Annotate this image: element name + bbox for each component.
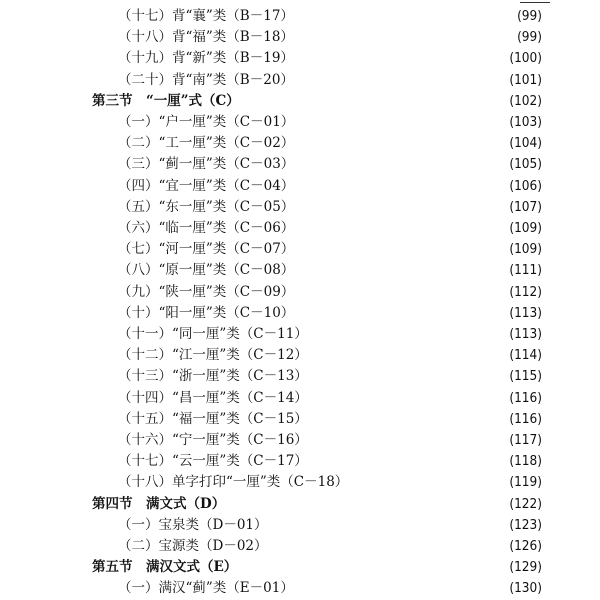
- toc-entry: [0, 366, 600, 387]
- dot-leader: [300, 176, 476, 197]
- dot-leader: [300, 218, 476, 239]
- toc-page-number: (112): [509, 283, 542, 300]
- toc-page-number: (117): [509, 432, 542, 448]
- toc-section-heading: [0, 91, 600, 112]
- toc-page-number: (115): [509, 368, 542, 385]
- dot-leader: [274, 515, 476, 536]
- toc-entry-title: （十五）“福一厘”类（C－15）: [118, 410, 308, 427]
- dot-leader: [314, 388, 476, 409]
- toc-entry: [0, 388, 600, 409]
- dot-leader: [300, 282, 476, 303]
- toc-entry-title: （十八）单字打印“一厘”类（C－18）: [118, 474, 349, 491]
- toc-page-number: (130): [509, 580, 542, 597]
- toc-entry-title: （一）“户一厘”类（C－01）: [118, 114, 295, 130]
- toc-page-number: (99): [517, 29, 542, 46]
- toc-page-number: (106): [509, 177, 542, 194]
- dot-leader: [241, 557, 476, 578]
- toc-page-number: (113): [509, 304, 542, 321]
- dot-leader: [314, 366, 476, 387]
- toc-section-heading: [0, 557, 600, 578]
- toc-entry-title: （八）“原一厘”类（C－08）: [118, 262, 295, 279]
- toc-entry: [0, 324, 600, 345]
- dot-leader: [314, 324, 476, 345]
- toc-entry: [0, 260, 600, 281]
- toc-entry-title: （五）“东一厘”类（C－05）: [118, 198, 295, 215]
- toc-page-number: (116): [509, 410, 542, 427]
- toc-entry-title: 第五节 满汉文式（E）: [92, 559, 238, 576]
- dot-leader: [300, 578, 476, 599]
- toc-entry-title: （二）宝源类（D－02）: [118, 538, 268, 554]
- toc-entry-title: （十三）“浙一厘”类（C－13）: [118, 368, 308, 385]
- toc-entry-title: （七）“河一厘”类（C－07）: [118, 241, 295, 258]
- toc-entry: [0, 70, 600, 91]
- dot-leader: [300, 27, 476, 48]
- toc-page-number: (103): [509, 114, 542, 130]
- dot-leader: [314, 451, 476, 472]
- toc-entry: [0, 515, 600, 536]
- toc-entry: [0, 472, 600, 493]
- toc-entry-title: （十七）“云一厘”类（C－17）: [118, 453, 308, 470]
- toc-entry: [0, 154, 600, 175]
- toc-entry: [0, 239, 600, 260]
- toc-entry-title: 第四节 满文式（D）: [92, 495, 226, 512]
- toc-section-heading: [0, 494, 600, 515]
- toc-page-number: (123): [509, 516, 542, 533]
- toc-entry: [0, 218, 600, 239]
- dot-leader: [300, 133, 476, 154]
- toc-entry: [0, 6, 600, 27]
- toc-page-number: (114): [509, 347, 542, 364]
- dot-leader: [244, 91, 476, 112]
- toc-page-number: (107): [509, 198, 542, 215]
- toc-page-number: (100): [509, 50, 542, 67]
- toc-page-number: (126): [509, 538, 542, 554]
- dot-leader: [274, 536, 476, 557]
- toc-page-number: (118): [509, 453, 542, 470]
- toc-entry-title: （十）“阳一厘”类（C－10）: [118, 304, 295, 321]
- toc-entry-title: （十二）“江一厘”类（C－12）: [118, 347, 308, 364]
- toc-entry-title: （十四）“昌一厘”类（C－14）: [118, 389, 308, 406]
- toc-page-number: (113): [509, 326, 542, 342]
- toc-entry-title: （十九）背“新”类（B－19）: [118, 50, 294, 67]
- toc-page-number: (101): [509, 71, 542, 88]
- toc-page-number: (109): [509, 220, 542, 236]
- toc-entry-title: （十六）“宁一厘”类（C－16）: [118, 432, 308, 448]
- dot-leader: [300, 154, 476, 175]
- toc-entry: [0, 345, 600, 366]
- toc-entry: [0, 536, 600, 557]
- toc-entry: [0, 176, 600, 197]
- toc-entry: [0, 112, 600, 133]
- toc-page-number: (119): [509, 474, 542, 491]
- dot-leader: [300, 48, 476, 69]
- toc-page-number: (111): [509, 262, 542, 279]
- toc-page-number: (129): [509, 559, 542, 576]
- toc-page-number: (99): [517, 8, 542, 24]
- dot-leader: [300, 197, 476, 218]
- toc-entry-title: （十八）背“福”类（B－18）: [118, 29, 294, 46]
- toc-entry: [0, 303, 600, 324]
- toc-page-number: (116): [509, 389, 542, 406]
- toc-entry-title: 第三节 “一厘”式（C）: [92, 92, 240, 109]
- toc-entry-title: （一）满汉“蓟”类（E－01）: [118, 580, 294, 597]
- toc-entry: [0, 282, 600, 303]
- toc-entry: [0, 578, 600, 599]
- toc-entry: [0, 430, 600, 451]
- toc-entry: [0, 48, 600, 69]
- toc-page-number: (105): [509, 156, 542, 173]
- dot-leader: [300, 6, 476, 27]
- toc-page-number: (104): [509, 135, 542, 152]
- toc-entry-title: （二十）背“南”类（B－20）: [118, 71, 294, 88]
- toc-entry-title: （六）“临一厘”类（C－06）: [118, 220, 295, 236]
- toc-page-number: (122): [509, 495, 542, 512]
- dot-leader: [300, 70, 476, 91]
- toc-entry: [0, 133, 600, 154]
- toc-entry-title: （十七）背“襄”类（B－17）: [118, 8, 294, 24]
- dot-leader: [300, 260, 476, 281]
- cut-off-line: [520, 0, 550, 3]
- toc-entry-title: （一）宝泉类（D－01）: [118, 516, 268, 533]
- dot-leader: [314, 345, 476, 366]
- toc-entry: [0, 409, 600, 430]
- toc-entry-title: （四）“宜一厘”类（C－04）: [118, 177, 295, 194]
- toc-entry-title: （九）“陕一厘”类（C－09）: [118, 283, 295, 300]
- toc-page-number: (102): [509, 92, 542, 109]
- toc-entry: [0, 27, 600, 48]
- dot-leader: [314, 430, 476, 451]
- toc-entry-title: （二）“工一厘”类（C－02）: [118, 135, 295, 152]
- toc-page-number: (109): [509, 241, 542, 258]
- toc-entry: [0, 197, 600, 218]
- toc-entry: [0, 451, 600, 472]
- toc-entry-title: （三）“蓟一厘”类（C－03）: [118, 156, 295, 173]
- dot-leader: [229, 494, 476, 515]
- toc-entry-title: （十一）“同一厘”类（C－11）: [118, 326, 308, 342]
- dot-leader: [314, 409, 476, 430]
- dot-leader: [354, 472, 476, 493]
- dot-leader: [300, 112, 476, 133]
- dot-leader: [300, 303, 476, 324]
- dot-leader: [300, 239, 476, 260]
